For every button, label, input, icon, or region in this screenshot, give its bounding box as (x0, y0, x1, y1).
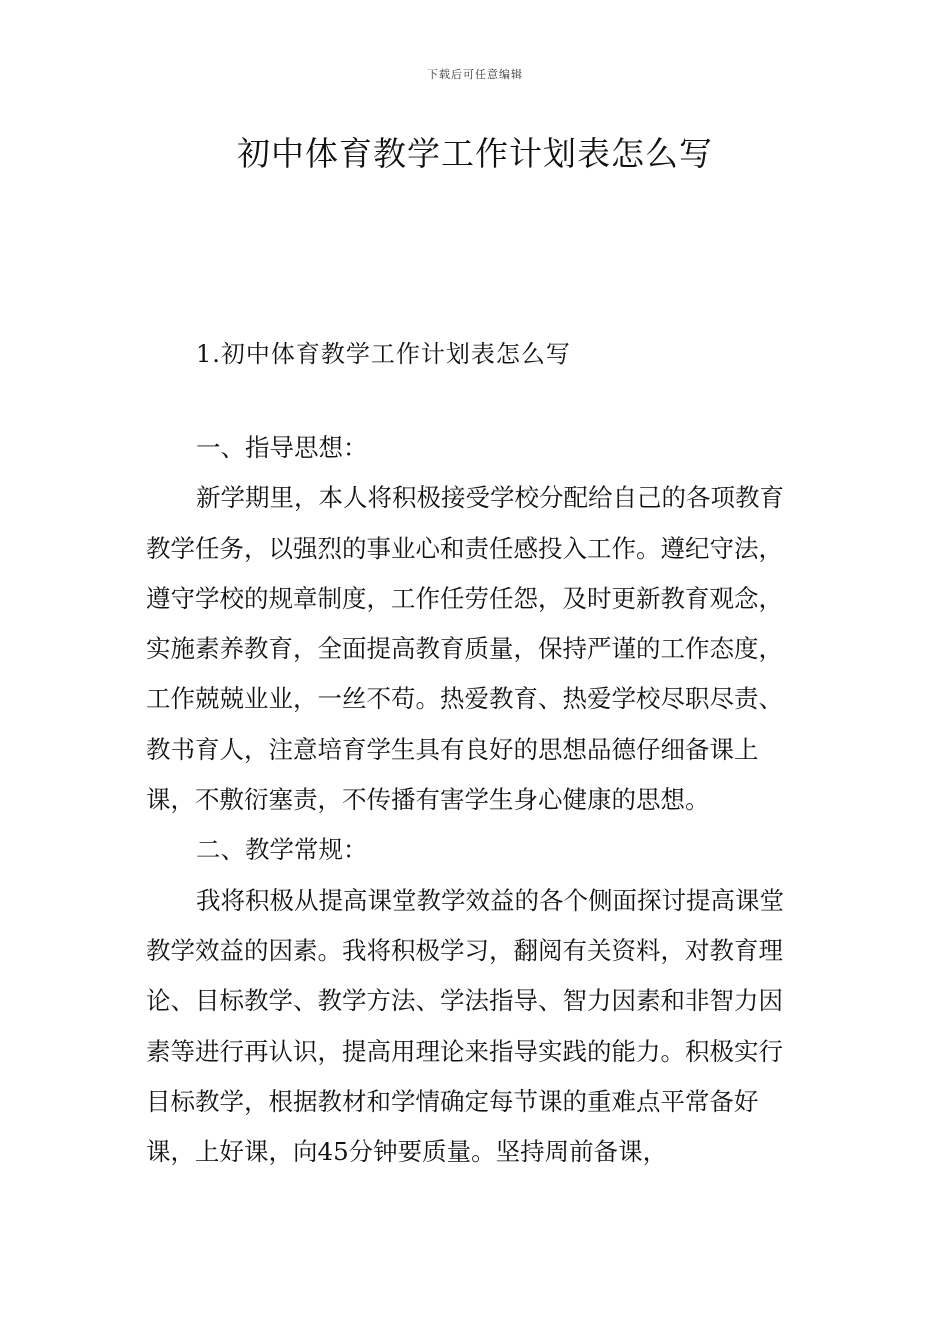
header-note: 下载后可任意编辑 (427, 68, 523, 81)
heading-teaching-routine: 二、教学常规： (196, 835, 368, 865)
paragraph-guiding-thought: 新学期里，本人将积极接受学校分配给自己的各项教育教学任务，以强烈的事业心和责任感投入工作。遵纪守法，遵守学校的规章制度，工作任劳任怨，及时更新教育观念，实施素养教育，全面提高教育质量，保持严谨的工作态度，工作兢兢业业，一丝不苟。热爱教育、热爱学校尽职尽责、教书育人，注意培育学生具有良好的思想品德仔细备课上课，不敷衍塞责，不传播有害学生身心健康的思想。 (146, 483, 784, 815)
document-body (146, 423, 806, 1177)
section-heading: 1.初中体育教学工作计划表怎么写 (196, 340, 571, 368)
paragraph-teaching-routine: 我将积极从提高课堂教学效益的各个侧面探讨提高课堂教学效益的因素。我将积极学习，翻阅有关资料，对教育理论、目标教学、教学方法、学法指导、智力因素和非智力因素等进行再认识，提高用理论来指导实践的能力。积极实行目标教学，根据教材和学情确定每节课的重难点平常备好课，上好课，向45分钟要质量。坚持周前备课， (146, 885, 784, 1167)
heading-guiding-thought: 一、指导思想： (196, 433, 368, 462)
document-title: 初中体育教学工作计划表怎么写 (237, 134, 713, 173)
